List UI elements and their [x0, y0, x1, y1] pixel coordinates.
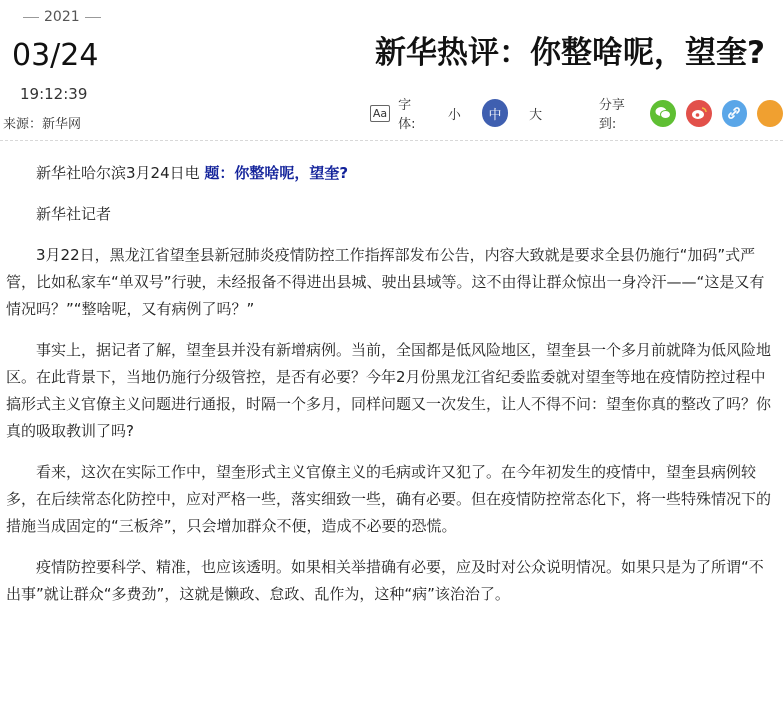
- paragraph: 疫情防控要科学、精准，也应该透明。如果相关举措确有必要，应及时对公众说明情况。如果只是为了所谓“不出事”就让群众“多费劲”，这就是懒政、怠政、乱作为，这种“病”该治治了。: [6, 558, 764, 603]
- lead-title: 题：你整啥呢，望奎?: [204, 164, 349, 182]
- article-toolbar: [370, 98, 783, 132]
- font-size-icon: Aa: [370, 105, 390, 122]
- link-icon[interactable]: [722, 100, 748, 127]
- publish-time: 19:12:39: [20, 85, 88, 103]
- dateline: 新华社哈尔滨3月24日电: [36, 164, 205, 182]
- font-large-button[interactable]: 大: [529, 107, 543, 123]
- paragraph: 事实上，据记者了解，望奎县并没有新增病例。当前，全国都是低风险地区，望奎县一个多月前就降为低风险地区。在此背景下，当地仍施行分级管控，是否有必要？今年2月份黑龙江省纪委监委就对望奎等地在疫情防控过程中搞形式主义官僚主义问题进行通报，时隔一个多月，同样问题又一次发生，让人不得不问：望奎你真的整改了吗？你真的吸取教训了吗?: [6, 341, 772, 440]
- font-label: 字体:: [398, 98, 416, 132]
- divider-line: [23, 17, 39, 18]
- paragraph: 新华社记者: [36, 205, 112, 223]
- article-body: [6, 160, 778, 622]
- page-title: 新华热评：你整啥呢，望奎?: [375, 35, 765, 71]
- source-label: 来源：新华网: [3, 117, 82, 132]
- publish-date: 03/24: [12, 38, 99, 73]
- font-medium-button[interactable]: 中: [482, 99, 509, 127]
- weibo-icon[interactable]: [686, 100, 712, 127]
- paragraph: 3月22日，黑龙江省望奎县新冠肺炎疫情防控工作指挥部发布公告，内容大致就是要求全县仍施行“加码”式严管，比如私家车“单双号”行驶，未经报备不得进出县城、驶出县域等。这不由得让群众惊出一身冷汗——“这是又有情况吗？”“整啥呢，又有病例了吗？”: [6, 246, 765, 318]
- divider-line: [85, 17, 101, 18]
- year-text: 2021: [44, 9, 80, 25]
- more-share-icon[interactable]: [757, 100, 783, 127]
- share-label: 分享到:: [598, 98, 625, 132]
- header-divider: [0, 140, 783, 141]
- paragraph: 看来，这次在实际工作中，望奎形式主义官僚主义的毛病或许又犯了。在今年初发生的疫情中，望奎县病例较多，在后续常态化防控中，应对严格一些，落实细致一些，确有必要。但在疫情防控常态化下，将一些特殊情况下的措施当成固定的“三板斧”，只会增加群众不便，造成不必要的恐慌。: [6, 463, 772, 535]
- lead-paragraph: [6, 160, 778, 187]
- wechat-icon[interactable]: [650, 100, 676, 127]
- font-small-button[interactable]: 小: [447, 107, 461, 123]
- year-label: [18, 9, 106, 25]
